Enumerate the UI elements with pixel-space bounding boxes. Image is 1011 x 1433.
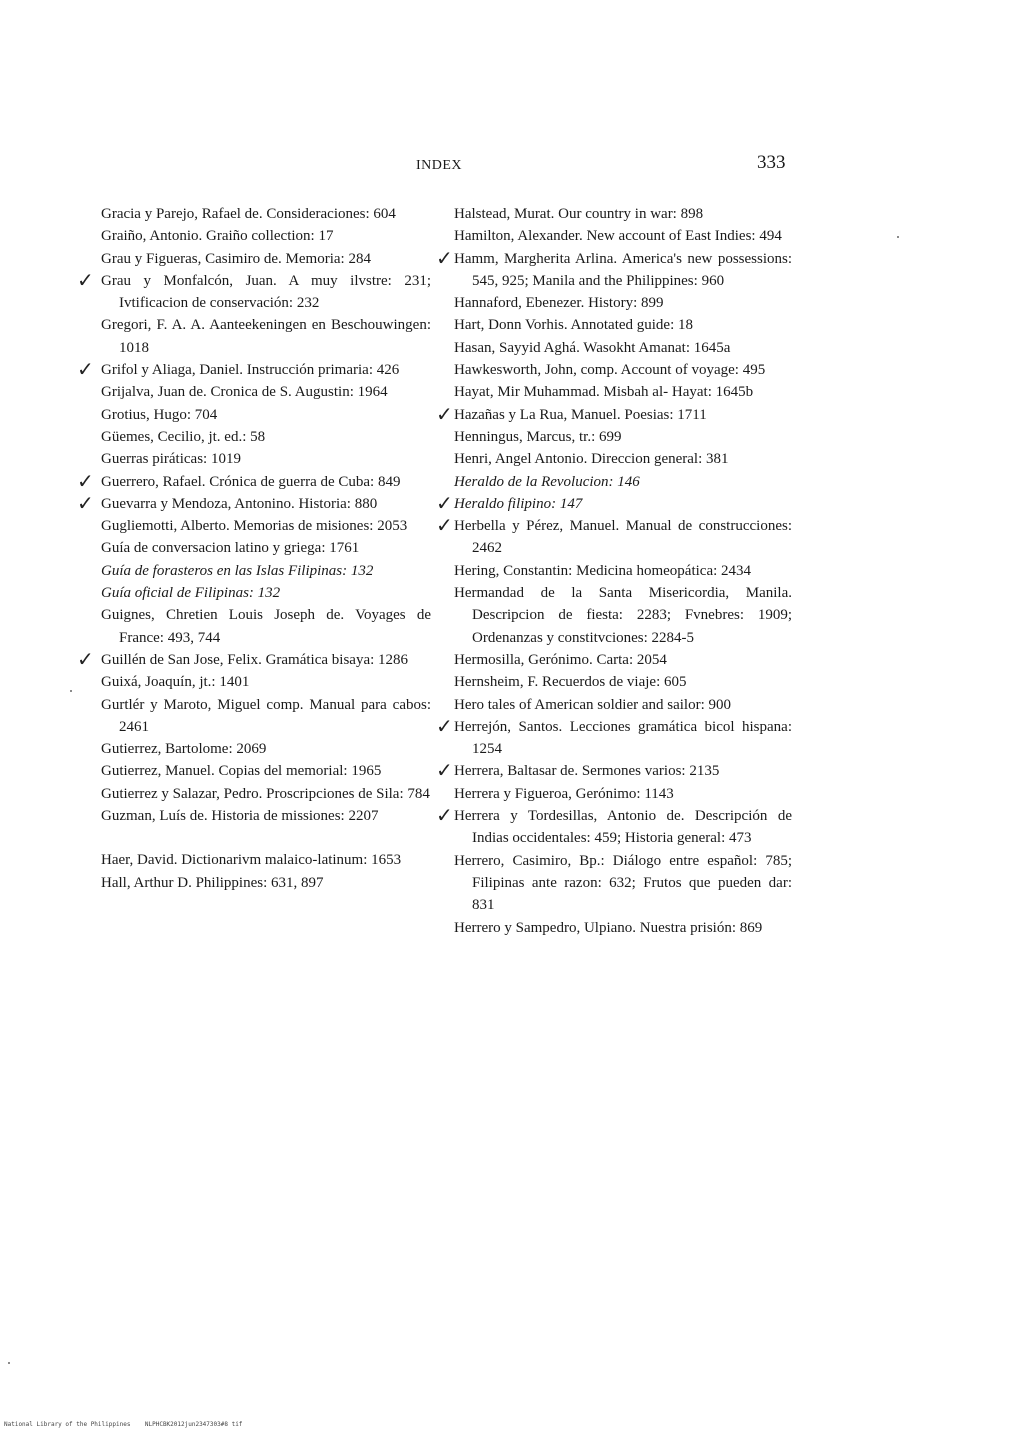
index-entry xyxy=(101,560,431,582)
index-entry xyxy=(454,917,792,939)
running-head: INDEX xyxy=(416,158,463,173)
index-entry-text: Hermosilla, Gerónimo. Carta: 2054 xyxy=(454,651,667,668)
index-entry-text: Hayat, Mir Muhammad. Misbah al- Hayat: 1645b xyxy=(454,384,754,401)
index-entry-text: Grotius, Hugo: 704 xyxy=(101,406,218,423)
index-entry-text: Gregori, F. A. A. Aanteekeningen en Beschouwingen: 1018 xyxy=(101,317,431,356)
index-entry xyxy=(454,671,792,693)
index-entry xyxy=(77,468,431,493)
index-entry-text: Guevarra y Mendoza, Antonino. Historia: 880 xyxy=(101,495,378,512)
index-entry xyxy=(101,582,431,604)
index-entry-text: Hart, Donn Vorhis. Annotated guide: 18 xyxy=(454,317,694,334)
index-entry-text: Gutierrez y Salazar, Pedro. Proscripciones de Sila: 784 xyxy=(101,785,430,802)
index-entry xyxy=(454,649,792,671)
index-entry-text: Hasan, Sayyid Aghá. Wasokht Amanat: 1645a xyxy=(454,339,731,356)
index-entry xyxy=(77,490,431,515)
index-entry xyxy=(101,760,431,782)
index-entry-text: Hamm, Margherita Arlina. America's new possessions: 545, 925; Manila and the Philippines: 960 xyxy=(454,250,792,289)
check-mark-icon: ✓ xyxy=(436,803,453,828)
index-entry-text: Guillén de San Jose, Felix. Gramática bisaya: 1286 xyxy=(101,651,409,668)
index-entry-text: Hernsheim, F. Recuerdos de viaje: 605 xyxy=(454,674,687,691)
index-entry-text: Herrero, Casimiro, Bp.: Diálogo entre español: 785; Filipinas ante razon: 632; Frutos que pueden dar: 831 xyxy=(454,852,792,914)
index-entry-text: Henningus, Marcus, tr.: 699 xyxy=(454,428,622,445)
index-entry-text: Herrera y Tordesillas, Antonio de. Descripción de Indias occidentales: 459; Historia general: 473 xyxy=(454,808,792,847)
index-entry xyxy=(454,359,792,381)
index-entry xyxy=(436,803,792,850)
index-entry xyxy=(101,849,431,871)
index-entry-text: Herrero y Sampedro, Ulpiano. Nuestra prisión: 869 xyxy=(454,919,763,936)
index-entry-text: Güemes, Cecilio, jt. ed.: 58 xyxy=(101,428,266,445)
index-entry xyxy=(101,604,431,649)
index-entry xyxy=(101,314,431,359)
right-column xyxy=(436,203,792,939)
scan-speck xyxy=(8,1362,10,1364)
check-mark-icon: ✓ xyxy=(77,646,94,671)
index-entry xyxy=(454,783,792,805)
index-entry xyxy=(101,404,431,426)
index-entry-text: Halstead, Murat. Our country in war: 898 xyxy=(454,206,704,222)
index-entry xyxy=(436,513,792,560)
index-entry-text: Guía oficial de Filipinas: 132 xyxy=(101,585,281,602)
index-entry xyxy=(101,448,431,470)
index-entry xyxy=(101,515,431,537)
index-entry xyxy=(101,381,431,403)
check-mark-icon: ✓ xyxy=(436,490,453,515)
index-entry xyxy=(454,314,792,336)
scan-speck xyxy=(897,236,899,238)
index-entry xyxy=(101,203,431,225)
index-entry-text: Guía de conversacion latino y griega: 1761 xyxy=(101,540,360,557)
check-mark-icon: ✓ xyxy=(436,245,453,270)
index-entry xyxy=(436,401,792,426)
index-entry xyxy=(101,738,431,760)
index-entry xyxy=(454,381,792,403)
index-entry xyxy=(454,225,792,247)
check-mark-icon: ✓ xyxy=(436,513,453,538)
index-entry-text: Guzman, Luís de. Historia de missiones: 2207 xyxy=(101,808,379,825)
index-entry-text: Herrejón, Santos. Lecciones gramática bicol hispana: 1254 xyxy=(454,718,792,758)
index-entry xyxy=(454,337,792,359)
index-entry-text: Grijalva, Juan de. Cronica de S. Augustin: 1964 xyxy=(101,384,388,401)
check-mark-icon: ✓ xyxy=(436,713,453,738)
page-number: 333 xyxy=(757,152,786,173)
index-entry xyxy=(454,203,792,225)
left-column xyxy=(77,203,431,894)
check-mark-icon: ✓ xyxy=(436,401,453,426)
index-entry-text: Haer, David. Dictionarivm malaico-latinum: 1653 xyxy=(101,852,402,869)
index-entry xyxy=(101,537,431,559)
index-entry-text: Grifol y Aliaga, Daniel. Instrucción primaria: 426 xyxy=(101,362,400,379)
index-entry-text: Heraldo de la Revolucion: 146 xyxy=(454,473,640,490)
index-entry xyxy=(77,357,431,382)
check-mark-icon: ✓ xyxy=(77,468,94,493)
check-mark-icon: ✓ xyxy=(77,357,94,382)
index-entry xyxy=(454,582,792,649)
index-entry xyxy=(454,850,792,917)
index-entry xyxy=(101,671,431,693)
index-entry xyxy=(454,448,792,470)
index-entry-text: Herbella y Pérez, Manuel. Manual de construcciones: 2462 xyxy=(454,518,792,557)
index-entry xyxy=(436,758,792,783)
index-entry xyxy=(436,713,792,761)
index-entry-text: Gutierrez, Manuel. Copias del memorial: 1965 xyxy=(101,763,382,780)
index-entry-text: Hawkesworth, John, comp. Account of voyage: 495 xyxy=(454,362,766,379)
index-entry-text: Guía de forasteros en las Islas Filipinas: 132 xyxy=(101,562,374,579)
index-entry xyxy=(436,245,792,293)
index-entry xyxy=(454,426,792,448)
index-entry-text: Hazañas y La Rua, Manuel. Poesias: 1711 xyxy=(454,406,707,423)
index-entry-text: Gugliemotti, Alberto. Memorias de misiones: 2053 xyxy=(101,518,408,535)
index-entry xyxy=(101,248,431,270)
index-entry xyxy=(77,646,431,671)
index-entry xyxy=(101,872,431,894)
index-entry-text: Hamilton, Alexander. New account of East Indies: 494 xyxy=(454,228,782,245)
index-entry-text: Gracia y Parejo, Rafael de. Consideraciones: 604 xyxy=(101,206,396,222)
index-entry-text: Gurtlér y Maroto, Miguel comp. Manual para cabos: 2461 xyxy=(101,696,431,735)
index-entry xyxy=(454,694,792,716)
scan-speck xyxy=(70,690,72,692)
index-entry-text: Hannaford, Ebenezer. History: 899 xyxy=(454,295,664,312)
index-entry-text: Guerras piráticas: 1019 xyxy=(101,451,241,468)
index-entry xyxy=(101,225,431,247)
index-entry xyxy=(77,267,431,315)
index-entry-text: Hermandad de la Santa Misericordia, Manila. Descripcion de fiesta: 2283; Fvnebres: 1909; Ordenanzas y constitvciones: 2284-5 xyxy=(454,585,792,646)
index-entry xyxy=(454,292,792,314)
index-entry-text: Grau y Monfalcón, Juan. A muy ilvstre: 231; Ivtificacion de conservación: 232 xyxy=(101,272,431,312)
index-entry-text: Hering, Constantin: Medicina homeopática: 2434 xyxy=(454,562,752,579)
check-mark-icon: ✓ xyxy=(436,758,453,783)
index-entry xyxy=(101,426,431,448)
index-entry-text: Grau y Figueras, Casimiro de. Memoria: 284 xyxy=(101,250,371,267)
index-entry xyxy=(436,490,792,515)
index-entry-text: Herrera, Baltasar de. Sermones varios: 2135 xyxy=(454,763,720,780)
index-entry-text: Guerrero, Rafael. Crónica de guerra de Cuba: 849 xyxy=(101,473,401,490)
index-entry-text: Hall, Arthur D. Philippines: 631, 897 xyxy=(101,874,324,891)
index-entry-text: Gutierrez, Bartolome: 2069 xyxy=(101,741,267,758)
index-entry xyxy=(101,694,431,739)
check-mark-icon: ✓ xyxy=(77,490,94,515)
index-entry-text: Henri, Angel Antonio. Direccion general: 381 xyxy=(454,451,729,468)
index-entry xyxy=(454,560,792,582)
index-entry-text: Guignes, Chretien Louis Joseph de. Voyages de France: 493, 744 xyxy=(101,607,431,646)
scan-footer: National Library of the Philippines NLPHCBK2012jun2347303#8 tif xyxy=(4,1421,243,1428)
index-entry-text: Herrera y Figueroa, Gerónimo: 1143 xyxy=(454,785,674,802)
index-entry xyxy=(454,471,792,493)
index-entry-text: Graiño, Antonio. Graiño collection: 17 xyxy=(101,228,334,245)
index-entry xyxy=(101,805,431,827)
index-entry-text: Heraldo filipino: 147 xyxy=(454,495,583,512)
index-entry xyxy=(101,783,431,805)
index-entry-text: Guixá, Joaquín, jt.: 1401 xyxy=(101,674,250,691)
index-entry-text: Hero tales of American soldier and sailor: 900 xyxy=(454,696,732,713)
check-mark-icon: ✓ xyxy=(77,267,94,292)
